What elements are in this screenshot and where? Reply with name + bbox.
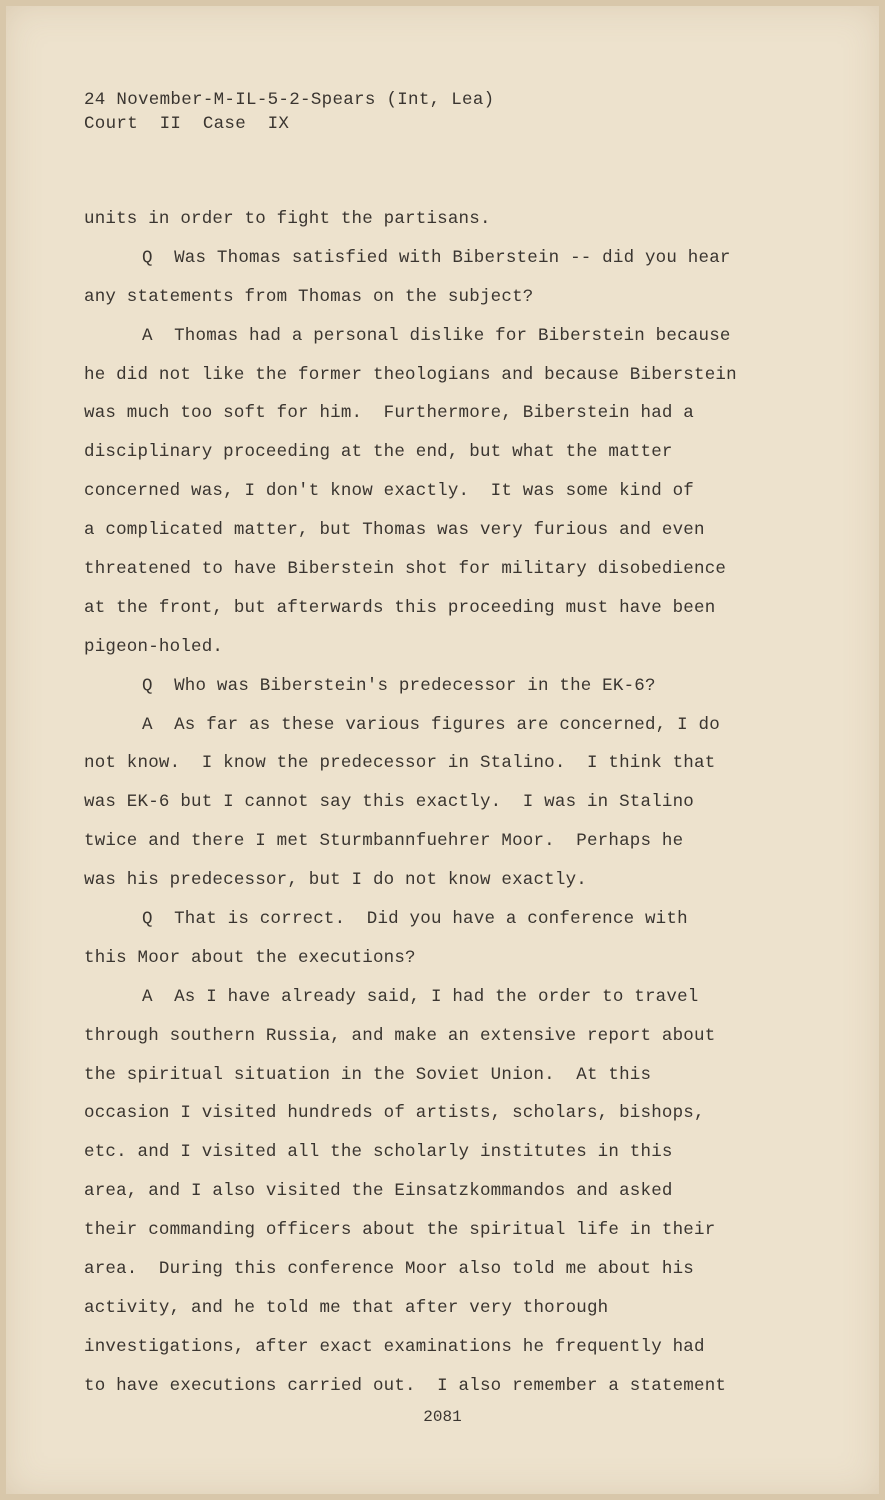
transcript-body: [84, 200, 804, 1406]
text-line: a complicated matter, but Thomas was very furious and even: [84, 520, 705, 541]
text-line: area, and I also visited the Einsatzkommandos and asked: [84, 1181, 673, 1202]
text-line: their commanding officers about the spiritual life in their: [84, 1220, 716, 1241]
answer-line: A As I have already said, I had the order to travel: [142, 986, 699, 1007]
text-line: activity, and he told me that after very thorough: [84, 1297, 609, 1318]
answer-line: A Thomas had a personal dislike for Biberstein because: [142, 325, 731, 346]
text-line: was EK-6 but I cannot say this exactly. I was in Stalino: [84, 792, 694, 813]
text-line: not know. I know the predecessor in Stalino. I think that: [84, 753, 716, 774]
page-number: 2081: [423, 1408, 462, 1426]
answer-line: A As far as these various figures are concerned, I do: [142, 714, 720, 735]
question-line: Q Was Thomas satisfied with Biberstein -- did you hear: [142, 247, 731, 268]
text-line: was his predecessor, but I do not know exactly.: [84, 870, 587, 891]
text-line: pigeon-holed.: [84, 636, 224, 657]
header-court-line: Court II Case IX: [84, 114, 290, 134]
text-line: etc. and I visited all the scholarly institutes in this: [84, 1142, 673, 1163]
text-line: units in order to fight the partisans.: [84, 209, 491, 229]
text-line: this Moor about the executions?: [84, 947, 416, 968]
text-line: to have executions carried out. I also remember a statement: [84, 1375, 727, 1396]
question-line: Q Who was Biberstein's predecessor in the EK-6?: [142, 675, 656, 696]
text-line: the spiritual situation in the Soviet Union. At this: [84, 1064, 652, 1085]
text-line: threatened to have Biberstein shot for military disobedience: [84, 559, 727, 580]
text-line: disciplinary proceeding at the end, but what the matter: [84, 442, 673, 463]
document-header: [84, 88, 494, 136]
header-session-line: 24 November-M-IL-5-2-Spears (Int, Lea): [84, 90, 495, 110]
text-line: he did not like the former theologians and because Biberstein: [84, 364, 737, 385]
text-line: twice and there I met Sturmbannfuehrer Moor. Perhaps he: [84, 831, 684, 852]
text-line: investigations, after exact examinations he frequently had: [84, 1336, 705, 1357]
text-line: any statements from Thomas on the subject?: [84, 286, 534, 307]
question-line: Q That is correct. Did you have a conference with: [142, 909, 688, 930]
text-line: was much too soft for him. Furthermore, Biberstein had a: [84, 403, 694, 424]
text-line: occasion I visited hundreds of artists, scholars, bishops,: [84, 1103, 705, 1124]
text-line: concerned was, I don't know exactly. It was some kind of: [84, 481, 694, 502]
text-line: at the front, but afterwards this proceeding must have been: [84, 597, 716, 618]
text-line: through southern Russia, and make an extensive report about: [84, 1025, 716, 1046]
text-line: area. During this conference Moor also told me about his: [84, 1259, 694, 1280]
